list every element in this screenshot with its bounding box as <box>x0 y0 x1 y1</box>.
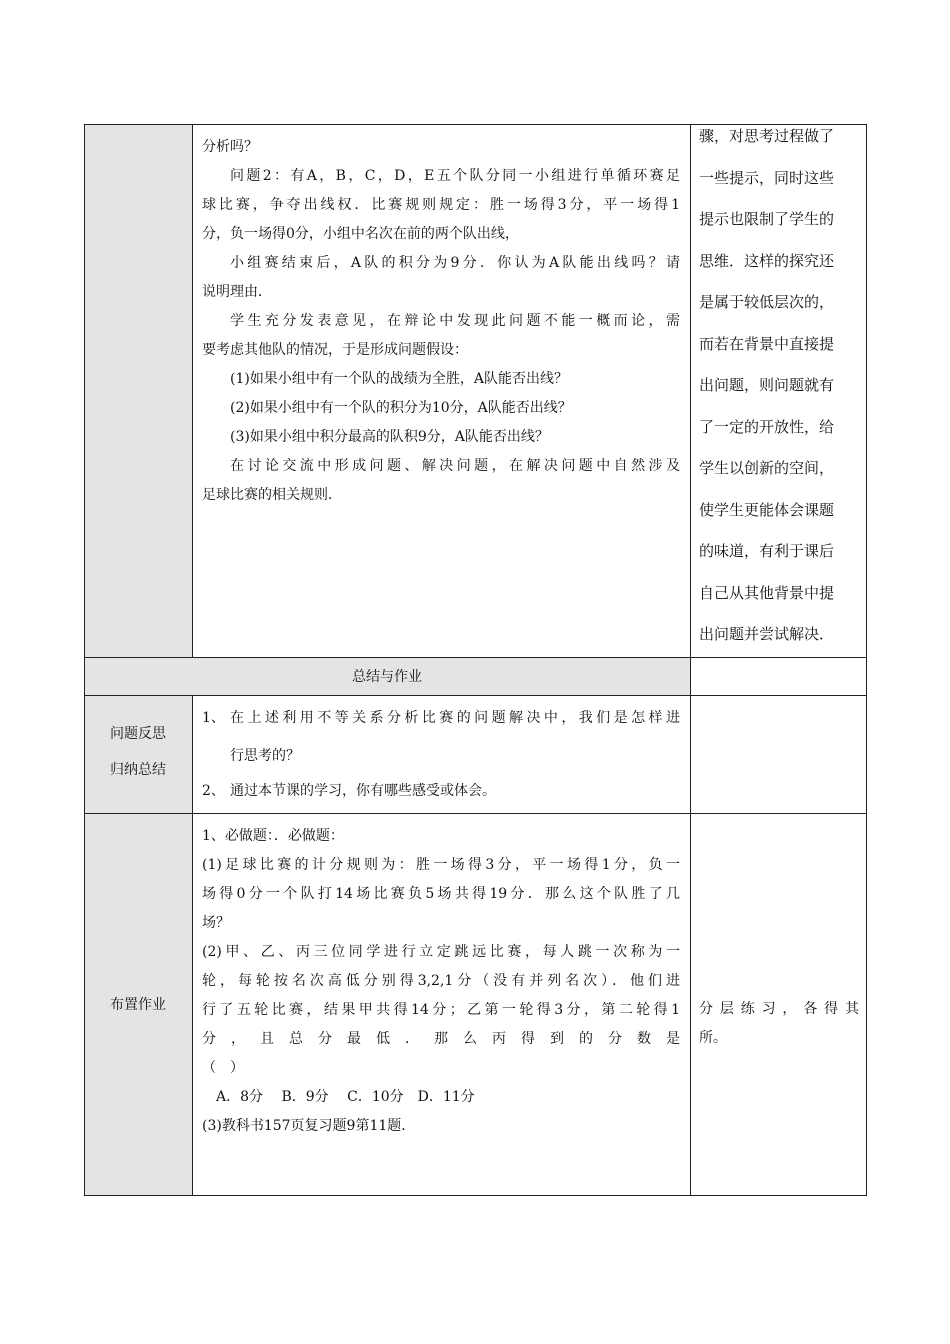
text-line: (1)如果小组中有一个队的战绩为全胜，A队能否出线？ <box>230 371 568 387</box>
note-line: 使学生更能体会课题 <box>699 500 835 519</box>
note-line: 了一定的开放性，给 <box>699 417 835 436</box>
text-line: 在讨论交流中形成问题、解决问题，在解决问题中自然涉及 <box>230 458 680 474</box>
list-item-text: 在上述利用不等关系分析比赛的问题解决中，我们是怎样进 <box>230 710 680 726</box>
text-line: 分析吗？ <box>202 139 258 155</box>
reflect-label-line2: 归纳总结 <box>110 762 166 778</box>
homework-line: (2)甲、乙、丙三位同学进行立定跳远比赛，每人跳一次称为一 <box>202 944 680 960</box>
note-line: 的味道，有利于课后 <box>699 542 835 560</box>
section-title <box>84 657 690 695</box>
homework-line: 场？ <box>202 915 230 931</box>
list-number: 1、 <box>202 710 225 726</box>
note-line: 学生以创新的空间， <box>699 459 835 477</box>
text-line: 要考虑其他队的情况，于是形成问题假设： <box>202 342 468 358</box>
text-line: (2)如果小组中有一个队的积分为10分，A队能否出线？ <box>230 400 572 416</box>
homework-line: 1、必做题：．必做题： <box>202 828 344 844</box>
list-item-continuation: 行思考的？ <box>230 748 300 764</box>
text-line: 问题2：有A，B，C，D，E五个队分同一小组进行单循环赛足 <box>230 168 680 184</box>
homework-line: 分，且总分最低．那么丙得到的分数是 <box>202 1031 680 1047</box>
table-border-col1-bottom <box>192 695 193 1195</box>
row1-label-cell <box>84 124 192 657</box>
note-line: 出问题并尝试解决． <box>699 625 835 643</box>
homework-note-line2: 所。 <box>699 1030 727 1046</box>
homework-line: （ ） <box>202 1060 244 1076</box>
note-line: 骤，对思考过程做了 <box>699 127 835 145</box>
row1-note-content <box>699 116 861 656</box>
homework-line: 场得0分一个队打14场比赛负5场共得19分．那么这个队胜了几 <box>202 886 680 902</box>
homework-line: (3)教科书157页复习题9第11题． <box>202 1118 416 1134</box>
text-line: 小组赛结束后，A队的积分为9分．你认为A队能出线吗？请 <box>230 255 680 271</box>
table-border-bottom <box>84 1195 867 1196</box>
text-line: (3)如果小组中积分最高的队积9分，A队能否出线？ <box>230 429 549 445</box>
text-line: 球比赛，争夺出线权．比赛规则规定：胜一场得3分，平一场得1 <box>202 197 680 213</box>
text-line: 学生充分发表意见，在辩论中发现此问题不能一概而论，需 <box>230 313 680 329</box>
homework-content <box>202 822 680 1141</box>
homework-line: A．8分 B．9分 C．10分 D．11分 <box>216 1089 475 1105</box>
note-line: 思维．这样的探究还 <box>699 251 835 270</box>
reflect-content <box>202 700 680 806</box>
homework-line: 行了五轮比赛，结果甲共得14分；乙第一轮得3分，第二轮得1 <box>202 1002 680 1018</box>
row1-main-content <box>202 133 680 510</box>
reflect-label <box>84 716 192 788</box>
note-line: 出问题，则问题就有 <box>699 376 835 394</box>
homework-note <box>699 995 859 1053</box>
note-line: 自己从其他背景中提 <box>699 583 835 602</box>
homework-line: 轮，每轮按名次高低分别得3,2,1分（没有并列名次）．他们进 <box>202 973 680 989</box>
note-line: 而若在背景中直接提 <box>699 334 835 353</box>
text-line: 说明理由． <box>202 284 272 300</box>
list-item-text: 通过本节课的学习，你有哪些感受或体会。 <box>230 783 496 799</box>
note-line: 提示也限制了学生的 <box>699 210 835 228</box>
list-number: 2、 <box>202 783 225 799</box>
table-border-row3 <box>84 813 867 814</box>
table-border-row2 <box>84 695 867 696</box>
homework-line: (1)足球比赛的计分规则为：胜一场得3分，平一场得1分，负一 <box>202 857 680 873</box>
table-border-col1-top <box>192 124 193 657</box>
table-border-col2 <box>690 124 691 1196</box>
homework-label <box>84 813 192 1195</box>
homework-label-text: 布置作业 <box>110 997 166 1013</box>
reflect-label-line1: 问题反思 <box>110 726 166 742</box>
text-line: 足球比赛的相关规则． <box>202 487 342 503</box>
note-line: 一些提示，同时这些 <box>699 168 835 187</box>
section-title-text: 总结与作业 <box>352 669 422 685</box>
text-line: 分，负一场得0分，小组中名次在前的两个队出线， <box>202 226 519 242</box>
homework-note-line1: 分层练习，各得其 <box>699 1001 859 1017</box>
note-line: 是属于较低层次的， <box>699 293 835 311</box>
table-border-right <box>866 124 867 1196</box>
